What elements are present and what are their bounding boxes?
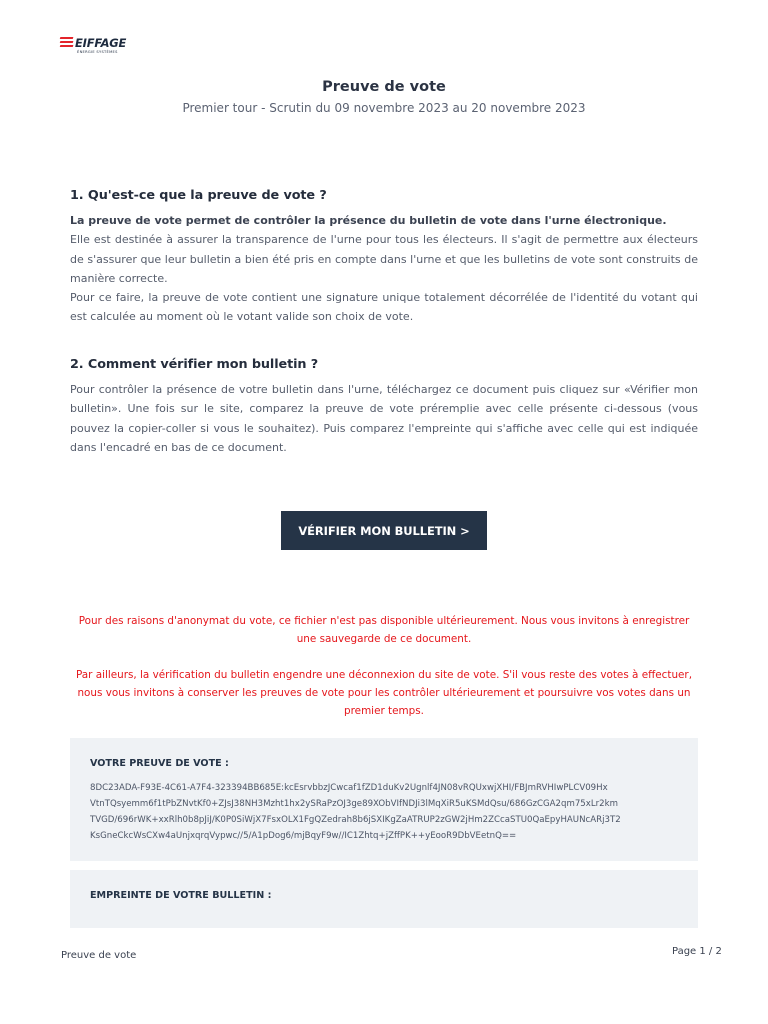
fingerprint-label: EMPREINTE DE VOTRE BULLETIN :: [90, 890, 272, 901]
section-2-heading: 2. Comment vérifier mon bulletin ?: [70, 357, 319, 372]
vote-proof-value[interactable]: [90, 780, 686, 844]
section-what-is-proof: [70, 188, 698, 327]
logo-mark-icon: [60, 37, 73, 50]
page-title: Preuve de vote: [322, 79, 446, 95]
section-1-intro: La preuve de vote permet de contrôler la présence du bulletin de vote dans l'urne électronique.: [70, 214, 667, 227]
vote-proof-label: VOTRE PREUVE DE VOTE :: [90, 758, 229, 769]
section-1-paragraph-1: Elle est destinée à assurer la transparence de l'urne pour tous les électeurs. Il s'agit de permettre aux électeurs de s'assurer que leur bulletin a bien été pris en compte dans l'urne et que les bulletins de vote sont construits de manière correcte.: [70, 233, 698, 285]
vote-proof-box: [70, 738, 698, 861]
vote-proof-line: 8DC23ADA-F93E-4C61-A7F4-323394BB685E:kcEsrvbbzJCwcaf1fZD1duKv2Ugnlf4JN08vRQUxwjXHI/FBJmRVHIwPLCV09Hx: [90, 783, 608, 793]
vote-proof-line: KsGneCkcWsCXw4aUnjxqrqVypwc//5/A1pDog6/mjBqyF9w//IC1Zhtq+jZffPK++yEooR9DbVEetnQ==: [90, 831, 517, 841]
section-1-heading: 1. Qu'est-ce que la preuve de vote ?: [70, 188, 327, 203]
vote-proof-line: TVGD/696rWK+xxRlh0b8pJiJ/K0P0SiWjX7FsxOLX1FgQZedrah8b6jSXIKgZaATRUP2zGW2jHm2ZCcaSTU0QaEpyHAUNcARj3T2: [90, 815, 621, 825]
section-2-paragraph: Pour contrôler la présence de votre bulletin dans l'urne, téléchargez ce document puis cliquez sur «Vérifier mon bulletin». Une fois sur le site, comparez la preuve de vote préremplie avec celle présente ci-dessous (vous pouvez la copier-coller si vous le souhaitez). Puis comparez l'empreinte qui s'affiche avec celle qui est indiquée dans l'encadré en bas de ce document.: [70, 383, 698, 454]
footer-document-name: Preuve de vote: [61, 950, 137, 961]
disconnection-warning: Par ailleurs, la vérification du bulletin engendre une déconnexion du site de vote. S'il vous reste des votes à effectuer, nous vous invitons à conserver les preuves de vote pour les contrôler ultérieurement et poursuivre vos votes dans un premier temps.: [75, 669, 692, 717]
page-subtitle: Premier tour - Scrutin du 09 novembre 2023 au 20 novembre 2023: [182, 101, 586, 115]
section-how-to-verify: [70, 357, 698, 457]
anonymity-warning: Pour des raisons d'anonymat du vote, ce fichier n'est pas disponible ultérieurement. Nous vous invitons à enregistrer une sauvegarde de ce document.: [78, 615, 690, 645]
section-1-paragraph-2: Pour ce faire, la preuve de vote contient une signature unique totalement décorrélée de l'identité du votant qui est calculée au moment où le votant valide son choix de vote.: [70, 291, 698, 324]
logo-wordmark: EIFFAGE: [75, 36, 127, 50]
eiffage-logo: [60, 34, 132, 60]
page-number: Page 1 / 2: [672, 946, 722, 957]
fingerprint-box: [70, 870, 698, 928]
verify-bulletin-button[interactable]: VÉRIFIER MON BULLETIN >: [281, 511, 487, 550]
vote-proof-line: VtnTQsyemm6f1tPbZNvtKf0+ZJsJ38NH3Mzht1hx2ySRaPzOJ3ge89XObVIfNDJi3lMqXiR5uKSMdQsu/686GzCGA2qm75xLr2km: [90, 799, 618, 809]
logo-subline: ÉNERGIE SYSTÈMES: [77, 50, 118, 54]
